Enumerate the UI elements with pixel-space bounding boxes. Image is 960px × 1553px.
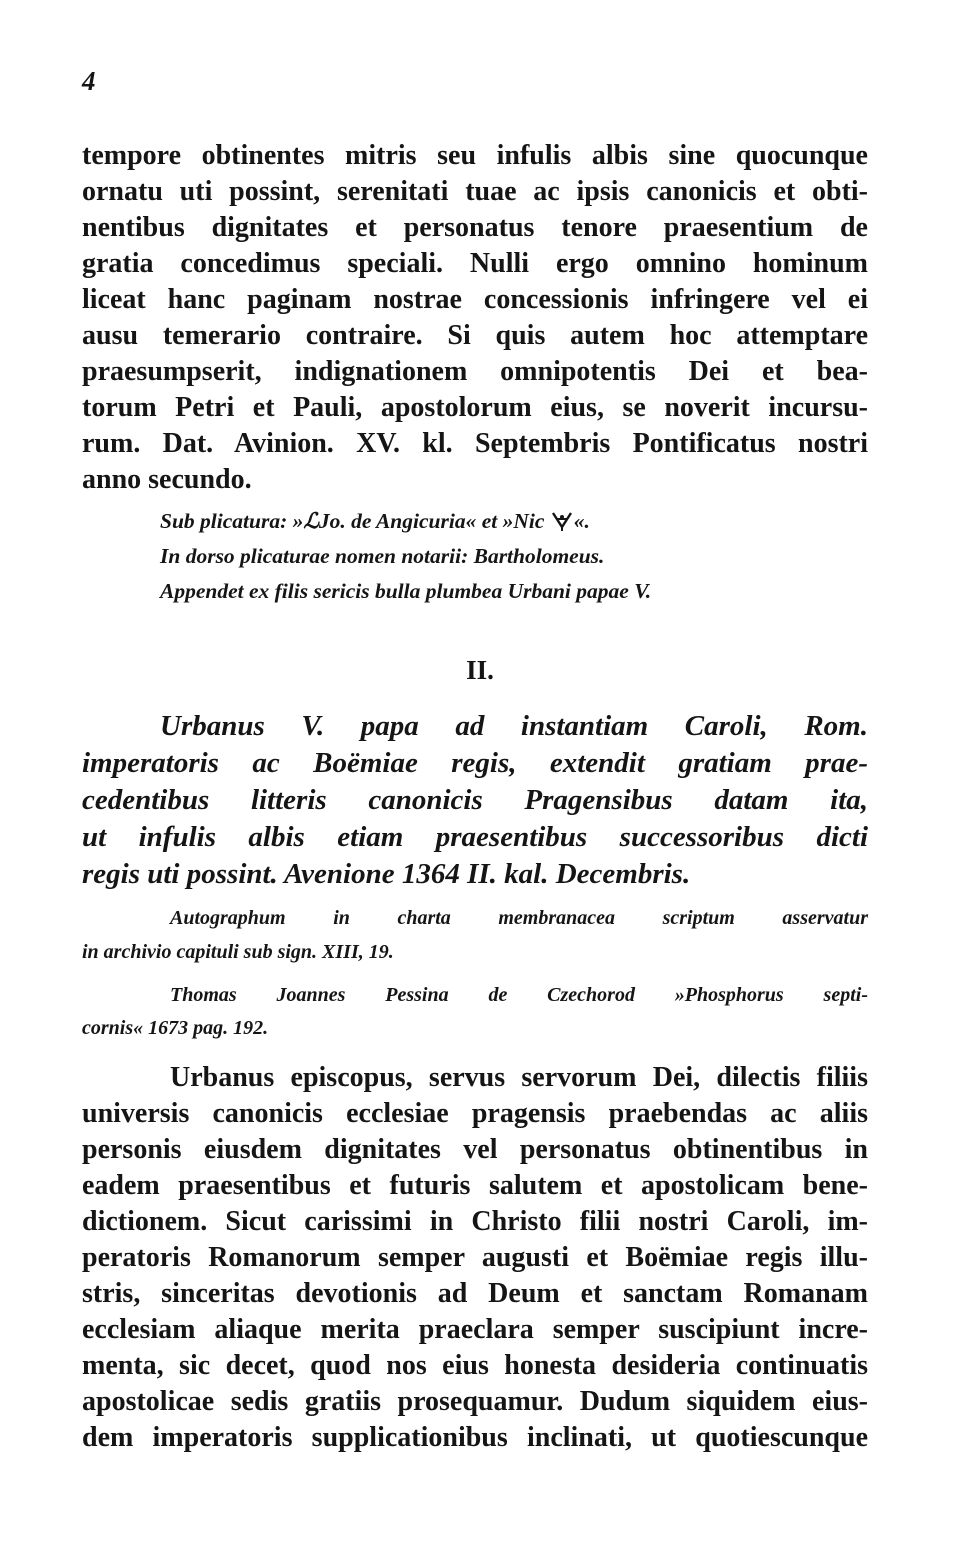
page-number: 4 xyxy=(82,66,96,96)
note-text-end: «. xyxy=(573,509,590,533)
note-text: Sub plicatura: »ℒJo. de Angicuria« et »Nic xyxy=(160,509,545,533)
regest-line: cedentibus litteris canonicis Pragensibus datam ita, xyxy=(82,784,868,816)
text-line: rum. Dat. Avinion. XV. kl. Septembris Pontificatus nostri xyxy=(82,428,868,459)
text-line: dem imperatoris supplicationibus inclinati, ut quotiescunque xyxy=(82,1422,868,1453)
note-line-dorso: In dorso plicaturae nomen notarii: Bartholomeus. xyxy=(160,544,605,568)
source-line: Autographum in charta membranacea scriptum asservatur xyxy=(170,907,868,929)
text-line: ornatu uti possint, serenitati tuae ac ipsis canonicis et obti- xyxy=(82,176,868,207)
text-line: Urbanus episcopus, servus servorum Dei, dilectis filiis xyxy=(170,1062,868,1093)
note-line-plicatura xyxy=(160,506,590,536)
text-line: praesumpserit, indignationem omnipotentis Dei et bea- xyxy=(82,356,868,387)
note-line-bulla: Appendet ex filis sericis bulla plumbea Urbani papae V. xyxy=(160,579,652,603)
text-line: liceat hanc paginam nostrae concessionis infringere vel ei xyxy=(82,284,868,315)
text-line: eadem praesentibus et futuris salutem et apostolicam bene- xyxy=(82,1170,868,1201)
text-line: peratoris Romanorum semper augusti et Boëmiae regis illu- xyxy=(82,1242,868,1273)
source-line: in archivio capituli sub sign. XIII, 19. xyxy=(82,941,394,963)
text-line: anno secundo. xyxy=(82,464,252,495)
text-line: ausu temerario contraire. Si quis autem hoc attemptare xyxy=(82,320,868,351)
text-line: torum Petri et Pauli, apostolorum eius, se noverit incursu- xyxy=(82,392,868,423)
text-line: stris, sinceritas devotionis ad Deum et sanctam Romanam xyxy=(82,1278,868,1309)
text-line: personis eiusdem dignitates vel personatus obtinentibus in xyxy=(82,1134,868,1165)
text-line: menta, sic decet, quod nos eius honesta desideria continuatis xyxy=(82,1350,868,1381)
text-line: nentibus dignitates et personatus tenore praesentium de xyxy=(82,212,868,243)
notary-signature-mark xyxy=(550,510,574,532)
source-line: cornis« 1673 pag. 192. xyxy=(82,1017,269,1039)
text-line: ecclesiam aliaque merita praeclara semper suscipiunt incre- xyxy=(82,1314,868,1345)
text-line: tempore obtinentes mitris seu infulis albis sine quocunque xyxy=(82,140,868,171)
source-line: Thomas Joannes Pessina de Czechorod »Phosphorus septi- xyxy=(170,984,868,1006)
text-line: apostolicae sedis gratiis prosequamur. Dudum siquidem eius- xyxy=(82,1386,868,1417)
regest-line: Urbanus V. papa ad instantiam Caroli, Rom. xyxy=(160,710,868,742)
regest-line: ut infulis albis etiam praesentibus successoribus dicti xyxy=(82,821,868,853)
regest-line: imperatoris ac Boëmiae regis, extendit gratiam prae- xyxy=(82,747,868,779)
section-number: II. xyxy=(466,655,494,685)
regest-line: regis uti possint. Avenione 1364 II. kal. Decembris. xyxy=(82,858,691,890)
text-line: gratia concedimus speciali. Nulli ergo omnino hominum xyxy=(82,248,868,279)
text-line: universis canonicis ecclesiae pragensis praebendas ac aliis xyxy=(82,1098,868,1129)
text-line: dictionem. Sicut carissimi in Christo filii nostri Caroli, im- xyxy=(82,1206,868,1237)
